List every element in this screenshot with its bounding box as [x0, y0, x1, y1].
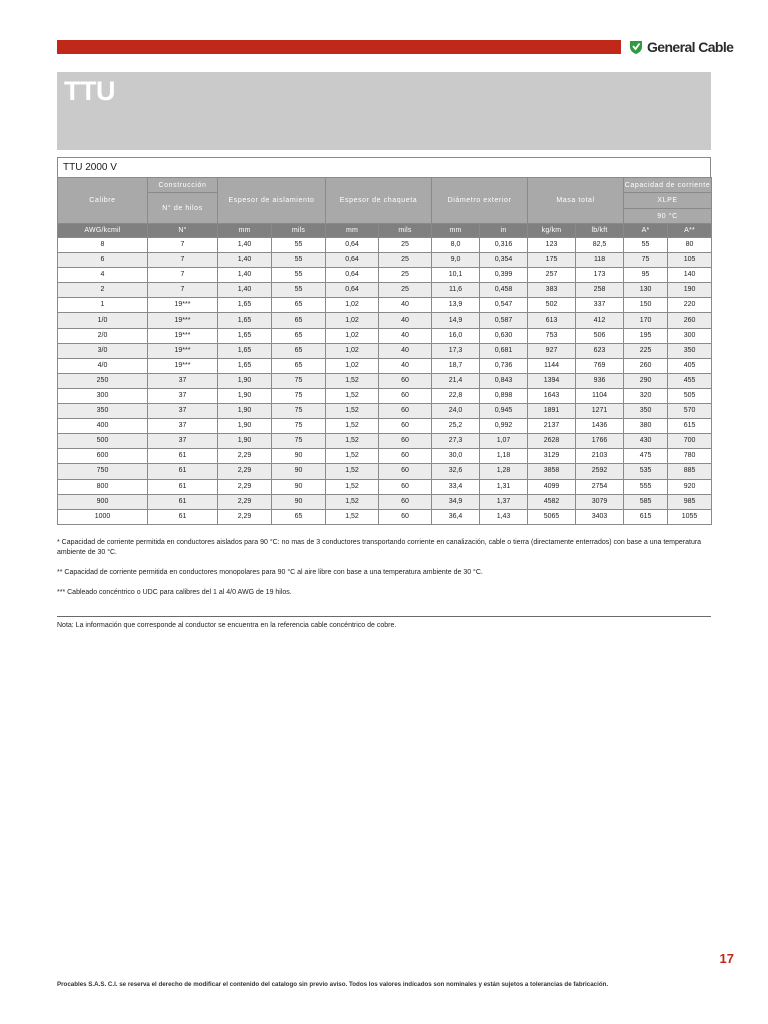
table-cell: 780 — [668, 449, 712, 464]
table-cell: 3858 — [528, 464, 576, 479]
table-cell: 1,90 — [218, 404, 272, 419]
table-row — [58, 238, 712, 253]
table-cell: 0,898 — [480, 388, 528, 403]
table-cell: 1643 — [528, 388, 576, 403]
table-cell: 800 — [58, 479, 148, 494]
footnote: * Capacidad de corriente permitida en conductores aislados para 90 °C: no mas de 3 conductores transportando corriente en canalización, cable o tierra (directamente enterrados) con base a una temperatura ambiente de 30 °C. — [57, 539, 702, 556]
footnote: *** Cableado concéntrico o UDC para calibres del 1 al 4/0 AWG de 19 hilos. — [57, 589, 292, 596]
table-cell: 1,90 — [218, 434, 272, 449]
table-row — [58, 313, 712, 328]
table-cell: 2754 — [576, 479, 624, 494]
table-cell: 19*** — [148, 343, 218, 358]
table-row — [58, 298, 712, 313]
page-title: TTU — [64, 76, 115, 106]
table-row — [58, 283, 712, 298]
table-cell: 75 — [272, 373, 326, 388]
table-cell: 65 — [272, 328, 326, 343]
table-cell: 1,02 — [326, 328, 379, 343]
table-cell: 195 — [624, 328, 668, 343]
table-cell: 1,40 — [218, 238, 272, 253]
table-cell: 105 — [668, 253, 712, 268]
table-cell: 1,52 — [326, 434, 379, 449]
table-cell: 75 — [272, 434, 326, 449]
table-cell: 1,65 — [218, 298, 272, 313]
table-cell: 2,29 — [218, 479, 272, 494]
header-espesor-chaqueta: Espesor de chaqueta — [326, 178, 432, 224]
table-row — [58, 464, 712, 479]
table-cell: 1,52 — [326, 494, 379, 509]
table-cell: 19*** — [148, 328, 218, 343]
header-temperature: 90 °C — [624, 209, 712, 224]
unit-header: A* — [624, 224, 668, 238]
table-row — [58, 343, 712, 358]
header-n-hilos: N° de hilos — [148, 193, 218, 224]
table-cell: 61 — [148, 494, 218, 509]
table-cell: 615 — [624, 509, 668, 524]
table-cell: 1,52 — [326, 479, 379, 494]
table-cell: 40 — [379, 313, 432, 328]
table-cell: 260 — [624, 358, 668, 373]
table-row — [58, 373, 712, 388]
brand-name: General Cable — [647, 39, 734, 55]
table-cell: 1,28 — [480, 464, 528, 479]
table-cell: 1,18 — [480, 449, 528, 464]
table-cell: 555 — [624, 479, 668, 494]
table-cell: 60 — [379, 434, 432, 449]
table-cell: 1,02 — [326, 313, 379, 328]
table-cell: 1 — [58, 298, 148, 313]
table-cell: 4 — [58, 268, 148, 283]
table-row — [58, 328, 712, 343]
table-cell: 9,0 — [432, 253, 480, 268]
unit-header: A** — [668, 224, 712, 238]
table-cell: 1,90 — [218, 388, 272, 403]
table-cell: 615 — [668, 419, 712, 434]
table-row — [58, 268, 712, 283]
table-cell: 130 — [624, 283, 668, 298]
header-masa-total: Masa total — [528, 178, 624, 224]
table-cell: 27,3 — [432, 434, 480, 449]
divider — [57, 616, 711, 617]
table-cell: 60 — [379, 404, 432, 419]
nota-text: Nota: La información que corresponde al conductor se encuentra en la referencia cable concéntrico de cobre. — [57, 622, 397, 629]
unit-header: mils — [272, 224, 326, 238]
table-cell: 0,843 — [480, 373, 528, 388]
table-cell: 1,37 — [480, 494, 528, 509]
unit-header: N° — [148, 224, 218, 238]
table-cell: 985 — [668, 494, 712, 509]
table-cell: 585 — [624, 494, 668, 509]
table-cell: 570 — [668, 404, 712, 419]
table-cell: 40 — [379, 328, 432, 343]
table-cell: 350 — [624, 404, 668, 419]
table-cell: 750 — [58, 464, 148, 479]
table-cell: 400 — [58, 419, 148, 434]
table-cell: 3/0 — [58, 343, 148, 358]
footer-disclaimer: Procables S.A.S. C.I. se reserva el derecho de modificar el contenido del catalogo sin previo aviso. Todos los valores indicados son nominales y están sujetos a tolerancias de fabricación. — [57, 981, 609, 988]
table-cell: 0,316 — [480, 238, 528, 253]
table-cell: 700 — [668, 434, 712, 449]
table-cell: 260 — [668, 313, 712, 328]
table-cell: 60 — [379, 464, 432, 479]
table-cell: 350 — [668, 343, 712, 358]
table-cell: 7 — [148, 283, 218, 298]
units-row — [58, 224, 712, 238]
table-cell: 61 — [148, 509, 218, 524]
table-cell: 7 — [148, 238, 218, 253]
footnotes — [57, 538, 711, 608]
table-cell: 65 — [272, 298, 326, 313]
table-row — [58, 509, 712, 524]
page-number: 17 — [719, 951, 734, 966]
table-cell: 2103 — [576, 449, 624, 464]
table-cell: 65 — [272, 509, 326, 524]
table-cell: 0,64 — [326, 253, 379, 268]
table-cell: 1891 — [528, 404, 576, 419]
table-cell: 25 — [379, 253, 432, 268]
table-cell: 1,40 — [218, 253, 272, 268]
table-cell: 25 — [379, 238, 432, 253]
table-cell: 3403 — [576, 509, 624, 524]
unit-header: lb/kft — [576, 224, 624, 238]
brand-logo — [628, 38, 733, 56]
table-cell: 55 — [272, 253, 326, 268]
table-cell: 65 — [272, 343, 326, 358]
table-cell: 65 — [272, 358, 326, 373]
table-cell: 30,0 — [432, 449, 480, 464]
table-cell: 60 — [379, 509, 432, 524]
table-cell: 1394 — [528, 373, 576, 388]
table-cell: 82,5 — [576, 238, 624, 253]
table-cell: 350 — [58, 404, 148, 419]
table-cell: 3079 — [576, 494, 624, 509]
table-cell: 0,458 — [480, 283, 528, 298]
table-cell: 613 — [528, 313, 576, 328]
table-cell: 455 — [668, 373, 712, 388]
unit-header: in — [480, 224, 528, 238]
table-cell: 4/0 — [58, 358, 148, 373]
table-cell: 34,9 — [432, 494, 480, 509]
table-cell: 25,2 — [432, 419, 480, 434]
table-cell: 75 — [272, 404, 326, 419]
table-cell: 1,02 — [326, 298, 379, 313]
table-cell: 13,9 — [432, 298, 480, 313]
table-cell: 475 — [624, 449, 668, 464]
table-cell: 150 — [624, 298, 668, 313]
unit-header: mm — [218, 224, 272, 238]
table-cell: 412 — [576, 313, 624, 328]
table-cell: 2,29 — [218, 494, 272, 509]
table-cell: 1,31 — [480, 479, 528, 494]
table-cell: 1000 — [58, 509, 148, 524]
header-construccion: Construcción — [148, 178, 218, 193]
header-xlpe: XLPE — [624, 193, 712, 209]
table-cell: 37 — [148, 404, 218, 419]
header-capacidad-corriente: Capacidad de corriente — [624, 178, 712, 193]
table-cell: 8 — [58, 238, 148, 253]
table-cell: 37 — [148, 373, 218, 388]
table-cell: 175 — [528, 253, 576, 268]
footnote: ** Capacidad de corriente permitida en conductores monopolares para 90 °C al aire libre con base a una temperatura ambiente de 30 °C. — [57, 569, 483, 576]
table-cell: 173 — [576, 268, 624, 283]
table-cell: 80 — [668, 238, 712, 253]
table-cell: 2,29 — [218, 449, 272, 464]
table-row — [58, 253, 712, 268]
table-cell: 1,40 — [218, 268, 272, 283]
table-cell: 225 — [624, 343, 668, 358]
unit-header: AWG/kcmil — [58, 224, 148, 238]
table-cell: 0,992 — [480, 419, 528, 434]
table-cell: 1,52 — [326, 464, 379, 479]
table-cell: 1,02 — [326, 343, 379, 358]
table-cell: 2 — [58, 283, 148, 298]
table-cell: 506 — [576, 328, 624, 343]
table-cell: 1,52 — [326, 388, 379, 403]
table-cell: 1104 — [576, 388, 624, 403]
table-cell: 0,547 — [480, 298, 528, 313]
table-cell: 170 — [624, 313, 668, 328]
unit-header: mils — [379, 224, 432, 238]
table-cell: 320 — [624, 388, 668, 403]
table-cell: 75 — [272, 419, 326, 434]
table-cell: 4582 — [528, 494, 576, 509]
title-banner — [57, 72, 711, 150]
table-cell: 1,52 — [326, 404, 379, 419]
table-cell: 19*** — [148, 358, 218, 373]
table-cell: 290 — [624, 373, 668, 388]
table-cell: 32,6 — [432, 464, 480, 479]
table-cell: 0,945 — [480, 404, 528, 419]
table-cell: 21,4 — [432, 373, 480, 388]
table-cell: 37 — [148, 419, 218, 434]
table-cell: 65 — [272, 313, 326, 328]
table-cell: 1,43 — [480, 509, 528, 524]
header-espesor-aislamiento: Espesor de aislamiento — [218, 178, 326, 224]
table-cell: 24,0 — [432, 404, 480, 419]
table-cell: 11,6 — [432, 283, 480, 298]
table-cell: 257 — [528, 268, 576, 283]
table-cell: 920 — [668, 479, 712, 494]
table-cell: 0,64 — [326, 283, 379, 298]
table-cell: 623 — [576, 343, 624, 358]
header-calibre: Calibre — [58, 178, 148, 224]
table-cell: 300 — [58, 388, 148, 403]
header-red-bar — [57, 40, 621, 54]
table-cell: 1436 — [576, 419, 624, 434]
table-cell: 900 — [58, 494, 148, 509]
table-cell: 118 — [576, 253, 624, 268]
table-cell: 1,65 — [218, 358, 272, 373]
table-cell: 90 — [272, 449, 326, 464]
table-cell: 220 — [668, 298, 712, 313]
table-cell: 500 — [58, 434, 148, 449]
table-cell: 502 — [528, 298, 576, 313]
table-row — [58, 494, 712, 509]
table-cell: 95 — [624, 268, 668, 283]
table-cell: 60 — [379, 449, 432, 464]
table-cell: 19*** — [148, 298, 218, 313]
table-cell: 1055 — [668, 509, 712, 524]
table-cell: 75 — [272, 388, 326, 403]
unit-header: mm — [432, 224, 480, 238]
table-cell: 1766 — [576, 434, 624, 449]
table-cell: 40 — [379, 298, 432, 313]
table-row — [58, 434, 712, 449]
table-row — [58, 419, 712, 434]
table-cell: 55 — [272, 238, 326, 253]
table-cell: 0,354 — [480, 253, 528, 268]
table-cell: 380 — [624, 419, 668, 434]
table-cell: 0,587 — [480, 313, 528, 328]
table-cell: 753 — [528, 328, 576, 343]
table-cell: 17,3 — [432, 343, 480, 358]
table-cell: 1,02 — [326, 358, 379, 373]
table-cell: 61 — [148, 479, 218, 494]
table-cell: 0,64 — [326, 238, 379, 253]
table-cell: 55 — [624, 238, 668, 253]
table-cell: 25 — [379, 283, 432, 298]
table-caption: TTU 2000 V — [57, 157, 711, 177]
table-cell: 60 — [379, 419, 432, 434]
table-cell: 300 — [668, 328, 712, 343]
table-cell: 1,07 — [480, 434, 528, 449]
table-cell: 2,29 — [218, 509, 272, 524]
table-cell: 37 — [148, 388, 218, 403]
table-cell: 7 — [148, 253, 218, 268]
table-cell: 927 — [528, 343, 576, 358]
table-cell: 55 — [272, 283, 326, 298]
table-cell: 1,90 — [218, 419, 272, 434]
table-cell: 90 — [272, 494, 326, 509]
table-cell: 0,681 — [480, 343, 528, 358]
table-cell: 18,7 — [432, 358, 480, 373]
table-cell: 1,65 — [218, 343, 272, 358]
table-cell: 5065 — [528, 509, 576, 524]
table-cell: 90 — [272, 464, 326, 479]
table-cell: 40 — [379, 358, 432, 373]
table-cell: 60 — [379, 388, 432, 403]
table-cell: 140 — [668, 268, 712, 283]
table-cell: 2137 — [528, 419, 576, 434]
table-row — [58, 449, 712, 464]
table-cell: 0,399 — [480, 268, 528, 283]
table-cell: 769 — [576, 358, 624, 373]
table-cell: 1,52 — [326, 419, 379, 434]
table-cell: 505 — [668, 388, 712, 403]
table-cell: 250 — [58, 373, 148, 388]
table-cell: 1,90 — [218, 373, 272, 388]
table-cell: 1,65 — [218, 313, 272, 328]
table-body — [58, 238, 712, 525]
table-cell: 1,40 — [218, 283, 272, 298]
table-cell: 1,52 — [326, 449, 379, 464]
table-cell: 1,52 — [326, 373, 379, 388]
table-cell: 22,8 — [432, 388, 480, 403]
table-cell: 405 — [668, 358, 712, 373]
table-cell: 1/0 — [58, 313, 148, 328]
table-cell: 16,0 — [432, 328, 480, 343]
table-cell: 8,0 — [432, 238, 480, 253]
table-cell: 0,630 — [480, 328, 528, 343]
general-cable-shield-logo-icon — [628, 39, 644, 55]
table-cell: 37 — [148, 434, 218, 449]
table-cell: 55 — [272, 268, 326, 283]
table-cell: 4099 — [528, 479, 576, 494]
table-cell: 60 — [379, 373, 432, 388]
table-cell: 6 — [58, 253, 148, 268]
table-cell: 1,52 — [326, 509, 379, 524]
table-cell: 36,4 — [432, 509, 480, 524]
table-cell: 600 — [58, 449, 148, 464]
table-cell: 75 — [624, 253, 668, 268]
table-cell: 19*** — [148, 313, 218, 328]
table-cell: 1,65 — [218, 328, 272, 343]
table-cell: 430 — [624, 434, 668, 449]
table-cell: 535 — [624, 464, 668, 479]
table-cell: 190 — [668, 283, 712, 298]
header-diametro-exterior: Diámetro exterior — [432, 178, 528, 224]
table-cell: 1271 — [576, 404, 624, 419]
table-cell: 90 — [272, 479, 326, 494]
table-cell: 25 — [379, 268, 432, 283]
table-cell: 40 — [379, 343, 432, 358]
table-cell: 885 — [668, 464, 712, 479]
table-row — [58, 358, 712, 373]
spec-table-container — [57, 157, 711, 525]
table-cell: 60 — [379, 479, 432, 494]
table-cell: 0,736 — [480, 358, 528, 373]
table-cell: 14,9 — [432, 313, 480, 328]
unit-header: mm — [326, 224, 379, 238]
table-cell: 1144 — [528, 358, 576, 373]
table-cell: 3129 — [528, 449, 576, 464]
table-row — [58, 479, 712, 494]
table-cell: 2/0 — [58, 328, 148, 343]
table-cell: 383 — [528, 283, 576, 298]
table-cell: 0,64 — [326, 268, 379, 283]
table-cell: 2,29 — [218, 464, 272, 479]
table-cell: 2628 — [528, 434, 576, 449]
table-cell: 337 — [576, 298, 624, 313]
table-cell: 10,1 — [432, 268, 480, 283]
table-cell: 2592 — [576, 464, 624, 479]
table-cell: 123 — [528, 238, 576, 253]
table-cell: 60 — [379, 494, 432, 509]
table-cell: 936 — [576, 373, 624, 388]
table-row — [58, 404, 712, 419]
unit-header: kg/km — [528, 224, 576, 238]
table-cell: 258 — [576, 283, 624, 298]
spec-table — [57, 177, 712, 525]
table-cell: 61 — [148, 449, 218, 464]
table-cell: 7 — [148, 268, 218, 283]
table-cell: 61 — [148, 464, 218, 479]
table-row — [58, 388, 712, 403]
table-cell: 33,4 — [432, 479, 480, 494]
